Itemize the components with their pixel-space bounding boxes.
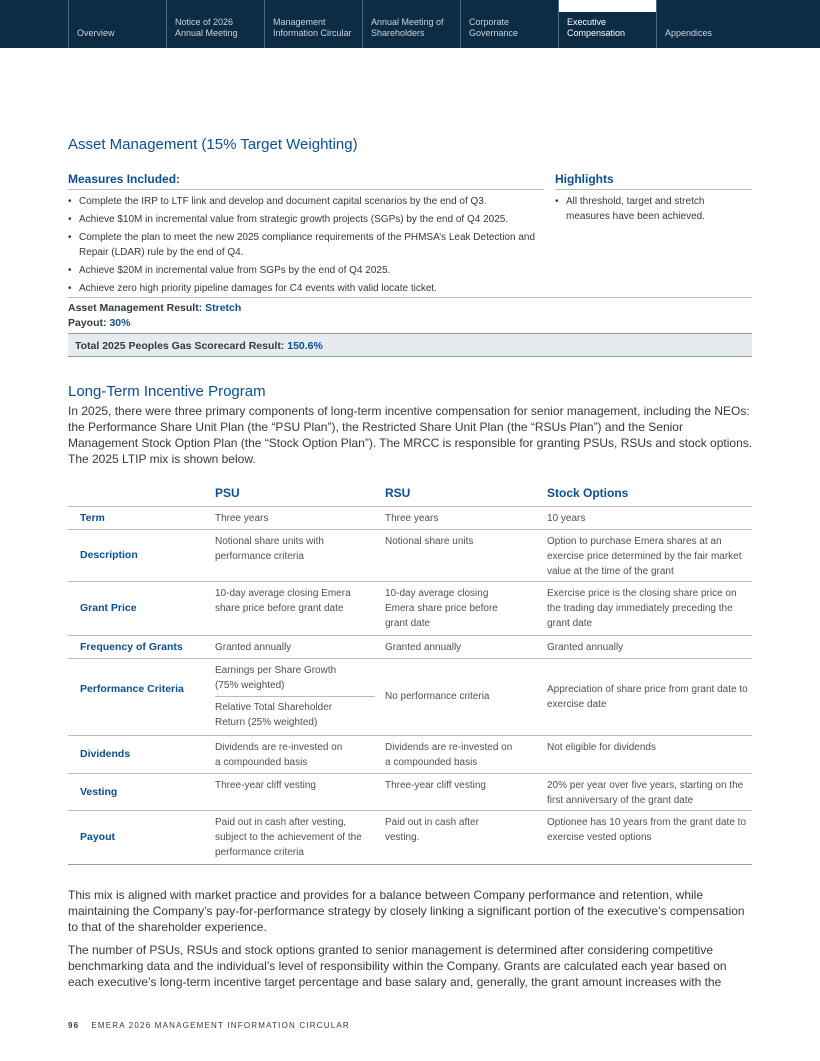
list-item: • Complete the IRP to LTF link and develop and document capital scenarios by the end of Q3. [68, 194, 544, 209]
table-row [68, 506, 752, 530]
cell-rsu: Paid out in cash after vesting. [385, 817, 479, 843]
cell-options: Granted annually [547, 642, 624, 653]
table-row [68, 581, 752, 636]
table-row [68, 810, 752, 865]
tab-label: Management Information Circular [273, 17, 352, 38]
row-label: Frequency of Grants [80, 641, 183, 653]
cell-psu: Granted annually [215, 642, 292, 653]
table-row [68, 529, 752, 582]
list-item: • Achieve $10M in incremental value from strategic growth projects (SGPs) by the end of Q4 2025. [68, 212, 544, 227]
cell-psu: Paid out in cash after vesting, subject to the achievement of the performance criteria [215, 817, 362, 858]
tab-notice-annual-meeting[interactable] [166, 0, 264, 48]
cell-options: Not eligible for dividends [547, 742, 656, 753]
cell-options: 10 years [547, 513, 586, 524]
cell-options: Option to purchase Emera shares at an exercise price determined by the fair market value at the time of the grant [547, 536, 742, 577]
cell-rsu: Dividends are re-invested on a compounded basis [385, 742, 513, 768]
result-rule [68, 297, 752, 298]
list-item: • Complete the plan to meet the new 2025 compliance requirements of the PHMSA’s Leak Detection and Repair (LDAR) rule by the end of Q4. [68, 230, 544, 260]
highlights-heading: Highlights [555, 172, 614, 186]
payout-value: 30% [109, 317, 131, 329]
result-label: Asset Management Result: [68, 302, 203, 314]
tab-label: Overview [77, 28, 115, 38]
ltip-paragraph-grants: The number of PSUs, RSUs and stock options granted to senior management is determined after considering competitive benchmarking data and the individual’s level of responsibility within the Company. Grants are calculated each year based on each executive’s long-term incentive target percentage and base salary and, generally, the grant amount increases with the [68, 943, 727, 989]
cell-psu-secondary: Relative Total Shareholder Return (25% weighted) [215, 702, 333, 728]
tab-label: Executive Compensation [567, 17, 626, 38]
ltip-title: Long-Term Incentive Program [68, 383, 266, 400]
cell-divider [215, 696, 375, 697]
total-label: Total 2025 Peoples Gas Scorecard Result: [75, 340, 285, 352]
list-item: • All threshold, target and stretch measures have been achieved. [555, 194, 745, 224]
row-label: Term [80, 512, 105, 524]
table-row [68, 635, 752, 659]
asset-management-title: Asset Management (15% Target Weighting) [68, 136, 358, 153]
footer-text: EMERA 2026 MANAGEMENT INFORMATION CIRCULAR [91, 1021, 350, 1030]
top-navigation [0, 0, 820, 48]
row-label: Performance Criteria [80, 683, 184, 695]
measures-list [68, 194, 544, 299]
cell-options: Exercise price is the closing share price on the trading day immediately preceding the grant date [547, 588, 737, 629]
tab-management-information-circular[interactable] [264, 0, 362, 48]
list-item: • Achieve zero high priority pipeline damages for C4 events with valid locate ticket. [68, 281, 544, 296]
measures-rule [68, 189, 544, 190]
row-label: Dividends [80, 748, 131, 760]
tab-label: Annual Meeting of Shareholders [371, 17, 444, 38]
table-row [68, 773, 752, 811]
column-header-psu: PSU [215, 486, 240, 500]
cell-psu: 10-day average closing Emera share price before grant date [215, 588, 351, 614]
asset-result [68, 302, 241, 314]
highlights-rule [555, 189, 752, 190]
cell-psu: Earnings per Share Growth (75% weighted) [215, 665, 337, 691]
tab-label: Notice of 2026 Annual Meeting [175, 17, 238, 38]
measures-heading: Measures Included: [68, 172, 181, 186]
tab-label: Corporate Governance [469, 17, 519, 38]
tab-executive-compensation[interactable] [558, 0, 656, 48]
cell-rsu: No performance criteria [385, 691, 490, 702]
table-row [68, 658, 752, 736]
list-item: • Achieve $20M in incremental value from SGPs by the end of Q4 2025. [68, 263, 544, 278]
page-footer [68, 1021, 350, 1030]
highlights-list [555, 194, 745, 227]
total-value: 150.6% [287, 340, 323, 352]
cell-psu: Three-year cliff vesting [215, 780, 316, 791]
cell-rsu: Three-year cliff vesting [385, 780, 486, 791]
ltip-paragraph-mix: This mix is aligned with market practice and provides for a balance between Company performance and retention, while maintaining the Company’s pay-for-performance strategy by closely linking a significant portion of the executive’s compensation to that of the shareholder experience. [68, 888, 745, 934]
cell-psu: Three years [215, 513, 269, 524]
total-scorecard-bar [68, 333, 752, 357]
cell-rsu: Three years [385, 513, 439, 524]
tab-annual-meeting-shareholders[interactable] [362, 0, 460, 48]
row-label: Vesting [80, 786, 118, 798]
cell-options: 20% per year over five years, starting on the first anniversary of the grant date [547, 780, 744, 806]
tab-overview[interactable] [68, 0, 166, 48]
column-header-stock-options: Stock Options [547, 486, 629, 500]
cell-rsu: 10-day average closing Emera share price before grant date [385, 588, 498, 629]
result-value: Stretch [205, 302, 242, 314]
tab-corporate-governance[interactable] [460, 0, 558, 48]
row-label: Grant Price [80, 602, 137, 614]
cell-psu: Notional share units with performance criteria [215, 536, 324, 562]
cell-options: Appreciation of share price from grant date to exercise date [547, 684, 748, 710]
row-label: Description [80, 549, 138, 561]
cell-options: Optionee has 10 years from the grant date to exercise vested options [547, 817, 747, 843]
row-label: Payout [80, 831, 116, 843]
cell-rsu: Notional share units [385, 536, 474, 547]
cell-psu: Dividends are re-invested on a compounded basis [215, 742, 343, 768]
page-number: 96 [68, 1021, 80, 1030]
tab-label: Appendices [665, 28, 713, 38]
cell-rsu: Granted annually [385, 642, 462, 653]
tab-appendices[interactable] [656, 0, 754, 48]
table-row [68, 735, 752, 774]
payout-label: Payout: [68, 317, 107, 329]
asset-payout [68, 317, 130, 329]
ltip-intro: In 2025, there were three primary components of long-term incentive compensation for senior management, including the NEOs: the Performance Share Unit Plan (the “PSU Plan”), the Restricted Share Unit Plan (the “RSUs Plan”) and the Senior Management Stock Option Plan (the “Stock Option Plan”). The MRCC is responsible for granting PSUs, RSUs and stock options. The 2025 LTIP mix is shown below. [68, 404, 753, 466]
column-header-rsu: RSU [385, 486, 411, 500]
